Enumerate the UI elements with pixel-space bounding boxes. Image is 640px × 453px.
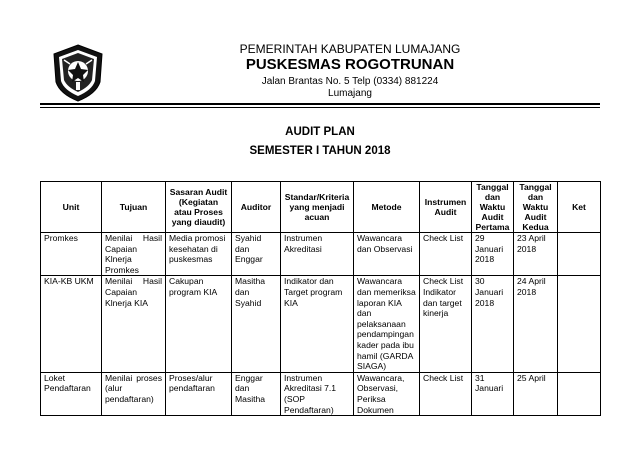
cell-standar: Instrumen Akreditasi: [281, 233, 354, 276]
letterhead: [120, 42, 580, 100]
audit-plan-table: [40, 181, 601, 416]
cell-tanggal-2: 25 April: [514, 372, 558, 415]
government-name: PEMERINTAH KABUPATEN LUMAJANG: [239, 42, 461, 56]
cell-standar: Instrumen Akreditasi 7.1 (SOP Pendaftaran): [281, 372, 354, 415]
document-subtitle: SEMESTER I TAHUN 2018: [249, 145, 391, 157]
column-header: Auditor: [232, 182, 281, 233]
cell-tanggal-1: 31 Januari: [472, 372, 514, 415]
cell-tujuan: Menilai Hasil Capaian Klnerja KIA: [102, 276, 166, 372]
cell-tanggal-2: 24 April 2018: [514, 276, 558, 372]
cell-tujuan: Menilai proses (alur pendaftaran): [102, 372, 166, 415]
cell-ket: [558, 372, 601, 415]
column-header: Metode: [354, 182, 420, 233]
cell-metode: Wawancara dan Observasi: [354, 233, 420, 276]
table-row: [41, 276, 601, 372]
column-header: Instrumen Audit: [420, 182, 472, 233]
cell-metode: Wawancara dan memeriksa laporan KIA dan pelaksanaan pendampingan kader pada ibu hamil (GARDA SIAGA): [354, 276, 420, 372]
cell-tanggal-1: 29 Januari 2018: [472, 233, 514, 276]
cell-auditor: Syahid dan Enggar: [232, 233, 281, 276]
column-header: Tujuan: [102, 182, 166, 233]
cell-ket: [558, 276, 601, 372]
letterhead-divider-thick: [40, 103, 600, 105]
cell-instrumen: Check List Indikator dan target kinerja: [420, 276, 472, 372]
cell-instrumen: Check List: [420, 233, 472, 276]
cell-metode: Wawancara, Observasi, Periksa Dokumen: [354, 372, 420, 415]
column-header: Sasaran Audit (Kegiatan atau Proses yang diaudit): [166, 182, 232, 233]
cell-ket: [558, 233, 601, 276]
table-row: [41, 372, 601, 415]
cell-tujuan: Menilai Hasil Capaian Klnerja Promkes: [102, 233, 166, 276]
cell-sasaran: Media promosi kesehatan di puskesmas: [166, 233, 232, 276]
column-header: Unit: [41, 182, 102, 233]
institution-name: PUSKESMAS ROGOTRUNAN: [245, 56, 455, 73]
table-header-row: [41, 182, 601, 233]
cell-sasaran: Cakupan program KIA: [166, 276, 232, 372]
city-line: Lumajang: [328, 88, 372, 99]
cell-instrumen: Check List: [420, 372, 472, 415]
cell-tanggal-1: 30 Januari 2018: [472, 276, 514, 372]
address-line: Jalan Brantas No. 5 Telp (0334) 881224: [261, 76, 439, 87]
cell-unit: Loket Pendaftaran: [41, 372, 102, 415]
column-header: Ket: [558, 182, 601, 233]
cell-auditor: Enggar dan Masitha: [232, 372, 281, 415]
document-title: AUDIT PLAN: [285, 126, 355, 138]
column-header: Standar/Kriteria yang menjadi acuan: [281, 182, 354, 233]
column-header: Tanggal dan Waktu Audit Pertama: [472, 182, 514, 233]
cell-unit: KIA-KB UKM: [41, 276, 102, 372]
table-row: [41, 233, 601, 276]
letterhead-divider-thin: [40, 107, 600, 108]
cell-sasaran: Proses/alur pendaftaran: [166, 372, 232, 415]
column-header: Tanggal dan Waktu Audit Kedua: [514, 182, 558, 233]
cell-unit: Promkes: [41, 233, 102, 276]
lumajang-emblem-icon: [52, 44, 104, 102]
cell-auditor: Masitha dan Syahid: [232, 276, 281, 372]
cell-standar: Indikator dan Target program KIA: [281, 276, 354, 372]
cell-tanggal-2: 23 April 2018: [514, 233, 558, 276]
